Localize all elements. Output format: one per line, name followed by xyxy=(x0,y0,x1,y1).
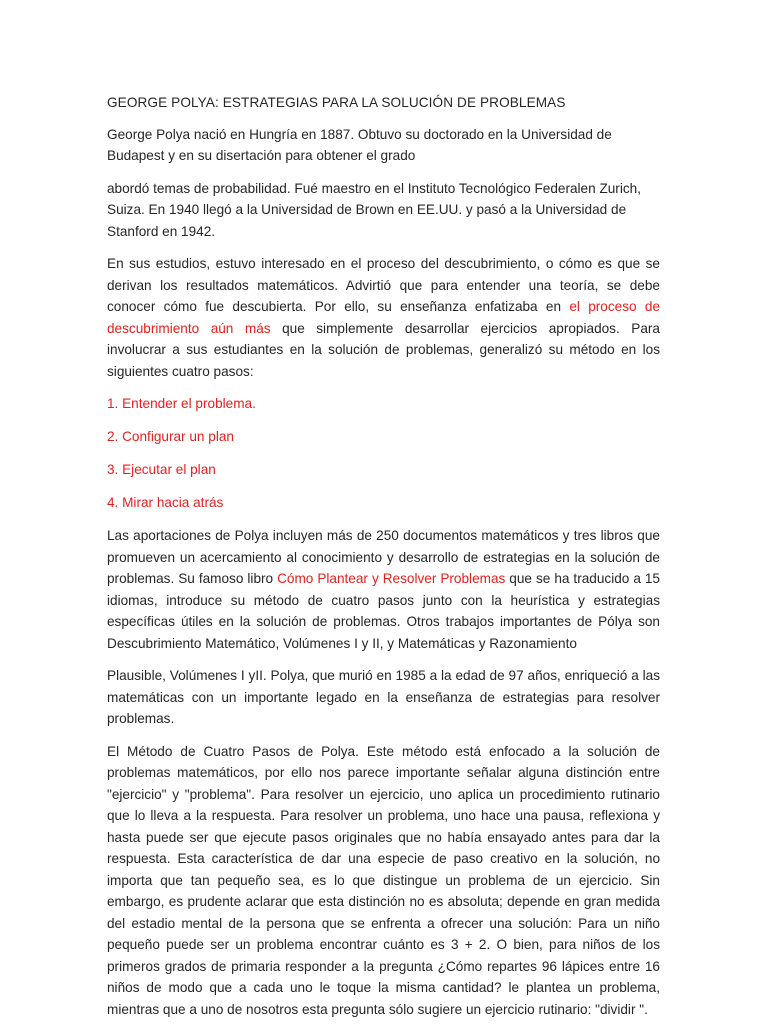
highlight-discovery-process: el proceso de descubrimiento aún más xyxy=(107,299,660,336)
step-item-2: 2. Configurar un plan xyxy=(107,429,234,444)
paragraph-contributions xyxy=(107,525,660,654)
paragraph-contributions-text-b: que se ha traducido a 15 idiomas, introduce su método de cuatro pasos junto con la heurística y estrategias específicas útiles en la solución de problemas. Otros trabajos importantes de Pólya son Descubrimiento Matemático, Volúmenes I y II, y Matemáticas y Razonamiento xyxy=(107,571,660,651)
paragraph-discovery-text-a: En sus estudios, estuvo interesado en el proceso del descubrimiento, o cómo es que se derivan los resultados matemáticos. Advirtió que para entender una teoría, se debe conocer cómo fue descubierta. Por ello, su enseñanza enfatizaba en xyxy=(107,256,660,314)
paragraph-intro: George Polya nació en Hungría en 1887. Obtuvo su doctorado en la Universidad de Budapest y en su disertación para obtener el grado xyxy=(107,126,612,163)
paragraph-career: abordó temas de probabilidad. Fué maestro en el Instituto Tecnológico Federalen Zurich, Suiza. En 1940 llegó a la Universidad de Brown en EE.UU. y pasó a la Universidad de Stanford en 1942. xyxy=(107,180,641,239)
step-item-4: 4. Mirar hacia atrás xyxy=(107,495,224,510)
document-title: GEORGE POLYA: ESTRATEGIAS PARA LA SOLUCIÓN DE PROBLEMAS xyxy=(107,95,566,110)
paragraph-discovery-text-b: que simplemente desarrollar ejercicios apropiados. Para involucrar a sus estudiantes en la solución de problemas, generalizó su método en los siguientes cuatro pasos: xyxy=(107,320,660,379)
highlight-book-title: Cómo Plantear y Resolver Problemas xyxy=(277,571,506,586)
step-item-3: 3. Ejecutar el plan xyxy=(107,462,216,477)
step-item-1: 1. Entender el problema. xyxy=(107,396,256,411)
paragraph-legacy: Plausible, Volúmenes I yII. Polya, que murió en 1985 a la edad de 97 años, enriqueció a las matemáticas con un importante legado en la enseñanza de estrategias para resolver problemas. xyxy=(107,668,660,726)
paragraph-method: El Método de Cuatro Pasos de Polya. Este método está enfocado a la solución de problemas matemáticos, por ello nos parece importante señalar alguna distinción entre "ejercicio" y "problema". Para resolver un ejercicio, uno aplica un procedimiento rutinario que lo lleva a la respuesta. Para resolver un problema, uno hace una pausa, reflexiona y hasta puede ser que ejecute pasos originales que no había ensayado antes para dar la respuesta. Esta característica de dar una especie de paso creativo en la solución, no importa que tan pequeño sea, es lo que distingue un problema de un ejercicio. Sin embargo, es prudente aclarar que esta distinción no es absoluta; depende en gran medida del estadio mental de la persona que se enfrenta a ofrecer una solución: Para un niño pequeño puede ser un problema encontrar cuánto es 3 + 2. O bien, para niños de los primeros grados de primaria responder a la pregunta ¿Cómo repartes 96 lápices entre 16 niños de modo que a cada uno le toque la misma cantidad? le plantea un problema, mientras que a uno de nosotros esta pregunta sólo sugiere un ejercicio rutinario: "dividir ". xyxy=(107,743,660,1017)
paragraph-contributions-text-a: Las aportaciones de Polya incluyen más de 250 documentos matemáticos y tres libros que promueven un acercamiento al conocimiento y desarrollo de estrategias en la solución de problemas. Su famoso libro xyxy=(107,528,660,586)
paragraph-discovery xyxy=(107,253,660,382)
